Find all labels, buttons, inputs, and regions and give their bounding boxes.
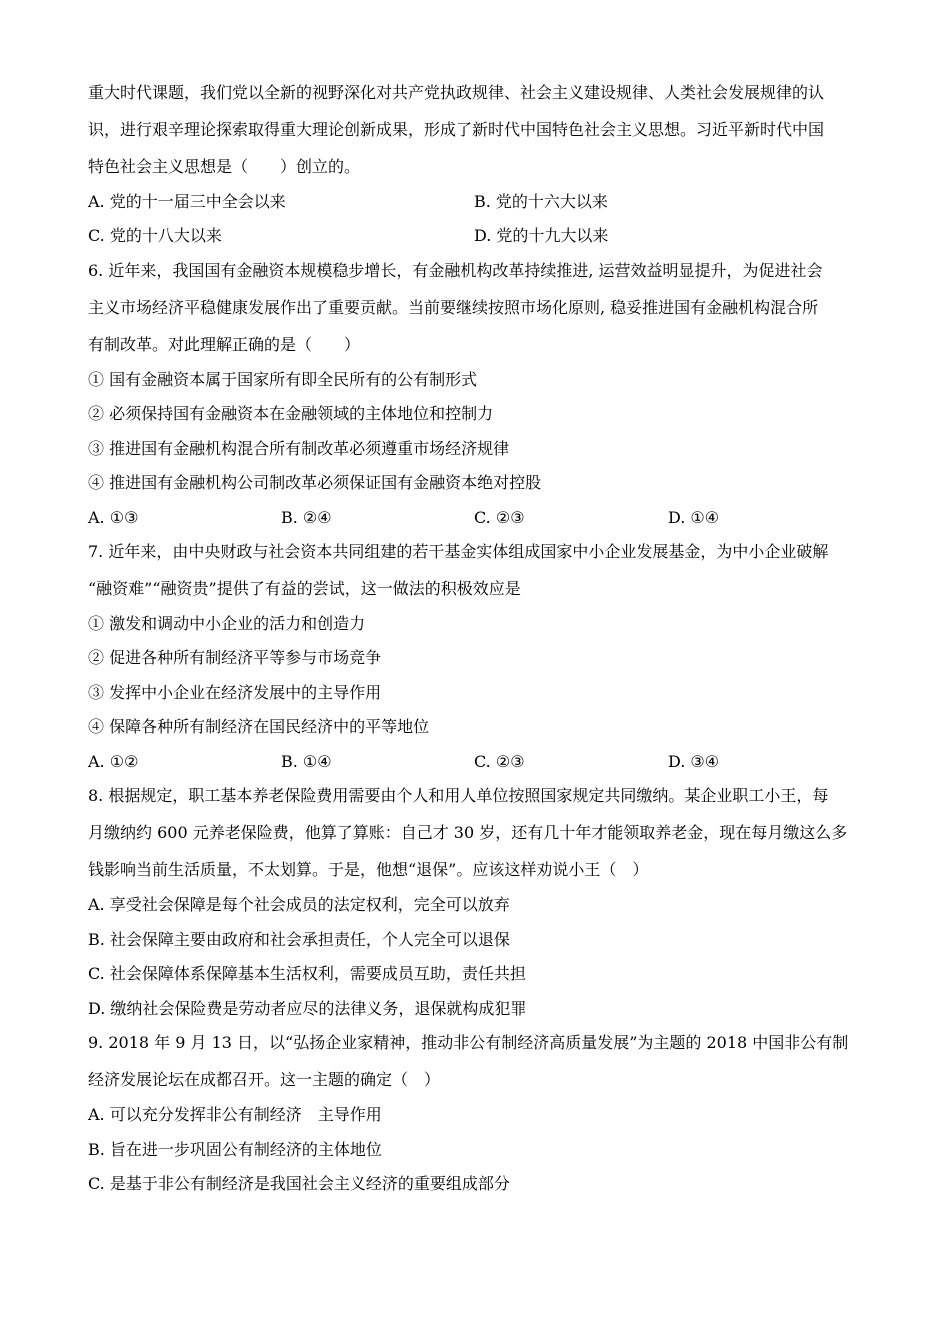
- q5-option-b[interactable]: B. 党的十六大以来: [474, 192, 608, 211]
- q5-option-d[interactable]: D. 党的十九大以来: [474, 226, 609, 245]
- q9-option-c[interactable]: C. 是基于非公有制经济是我国社会主义经济的重要组成部分: [88, 1174, 510, 1193]
- q5-stem-line-2: 识，进行艰辛理论探索取得重大理论创新成果，形成了新时代中国特色社会主义思想。习近平新时代中国: [88, 120, 825, 139]
- q6-option-c[interactable]: C. ②③: [474, 508, 525, 527]
- q6-statement-2: ② 必须保持国有金融资本在金融领域的主体地位和控制力: [88, 404, 494, 423]
- q8-option-b[interactable]: B. 社会保障主要由政府和社会承担责任，个人完全可以退保: [88, 930, 510, 949]
- q7-option-d[interactable]: D. ③④: [668, 752, 720, 771]
- q7-stem-line-2: “融资难”“融资贵”提供了有益的尝试，这一做法的积极效应是: [88, 579, 521, 598]
- q6-statement-3: ③ 推进国有金融机构混合所有制改革必须遵重市场经济规律: [88, 439, 510, 458]
- q7-option-a[interactable]: A. ①②: [88, 752, 139, 771]
- q8-option-c[interactable]: C. 社会保障体系保障基本生活权利，需要成员互助，责任共担: [88, 964, 526, 983]
- q8-stem-line-1: 8. 根据规定，职工基本养老保险费用需要由个人和用人单位按照国家规定共同缴纳。某企业职工小王，每: [88, 786, 829, 805]
- q5-stem-line-1: 重大时代课题，我们党以全新的视野深化对共产党执政规律、社会主义建设规律、人类社会发展规律的认: [88, 83, 825, 102]
- q9-option-a[interactable]: A. 可以充分发挥非公有制经济 主导作用: [88, 1105, 382, 1124]
- q6-option-b[interactable]: B. ②④: [281, 508, 332, 527]
- q5-option-c[interactable]: C. 党的十八大以来: [88, 226, 222, 245]
- q7-statement-1: ① 激发和调动中小企业的活力和创造力: [88, 614, 366, 633]
- q7-statement-2: ② 促进各种所有制经济平等参与市场竞争: [88, 648, 382, 667]
- q6-stem-line-3: 有制改革。对此理解正确的是（ ）: [88, 335, 361, 354]
- q5-option-a[interactable]: A. 党的十一届三中全会以来: [88, 192, 286, 211]
- q7-statement-4: ④ 保障各种所有制经济在国民经济中的平等地位: [88, 717, 430, 736]
- q5-stem-line-3: 特色社会主义思想是（ ）创立的。: [88, 157, 361, 176]
- q9-option-b[interactable]: B. 旨在进一步巩固公有制经济的主体地位: [88, 1140, 382, 1159]
- q6-stem-line-1: 6. 近年来，我国国有金融资本规模稳步增长，有金融机构改革持续推进, 运营效益明显提升，为促进社会: [88, 261, 823, 280]
- q9-stem-line-1: 9. 2018 年 9 月 13 日，以“弘扬企业家精神，推动非公有制经济高质量发展”为主题的 2018 中国非公有制: [88, 1033, 849, 1052]
- q8-stem-line-3: 钱影响当前生活质量，不太划算。于是，他想“退保”。应该这样劝说小王（ ）: [88, 860, 649, 879]
- q6-stem-line-2: 主义市场经济平稳健康发展作出了重要贡献。当前要继续按照市场化原则, 稳妥推进国有金融机构混合所: [88, 298, 819, 317]
- q7-statement-3: ③ 发挥中小企业在经济发展中的主导作用: [88, 683, 382, 702]
- q8-stem-line-2: 月缴纳约 600 元养老保险费，他算了算账：自己才 30 岁，还有几十年才能领取养老金，现在每月缴这么多: [88, 823, 848, 842]
- q6-statement-1: ① 国有金融资本属于国家所有即全民所有的公有制形式: [88, 370, 478, 389]
- q6-option-d[interactable]: D. ①④: [668, 508, 720, 527]
- q7-option-b[interactable]: B. ①④: [281, 752, 332, 771]
- q7-stem-line-1: 7. 近年来，由中央财政与社会资本共同组建的若干基金实体组成国家中小企业发展基金，为中小企业破解: [88, 542, 829, 561]
- q9-stem-line-2: 经济发展论坛在成都召开。这一主题的确定（ ）: [88, 1070, 441, 1089]
- q6-option-a[interactable]: A. ①③: [88, 508, 139, 527]
- q8-option-d[interactable]: D. 缴纳社会保险费是劳动者应尽的法律义务，退保就构成犯罪: [88, 999, 527, 1018]
- q8-option-a[interactable]: A. 享受社会保障是每个社会成员的法定权利，完全可以放弃: [88, 895, 510, 914]
- q6-statement-4: ④ 推进国有金融机构公司制改革必须保证国有金融资本绝对控股: [88, 473, 542, 492]
- q7-option-c[interactable]: C. ②③: [474, 752, 525, 771]
